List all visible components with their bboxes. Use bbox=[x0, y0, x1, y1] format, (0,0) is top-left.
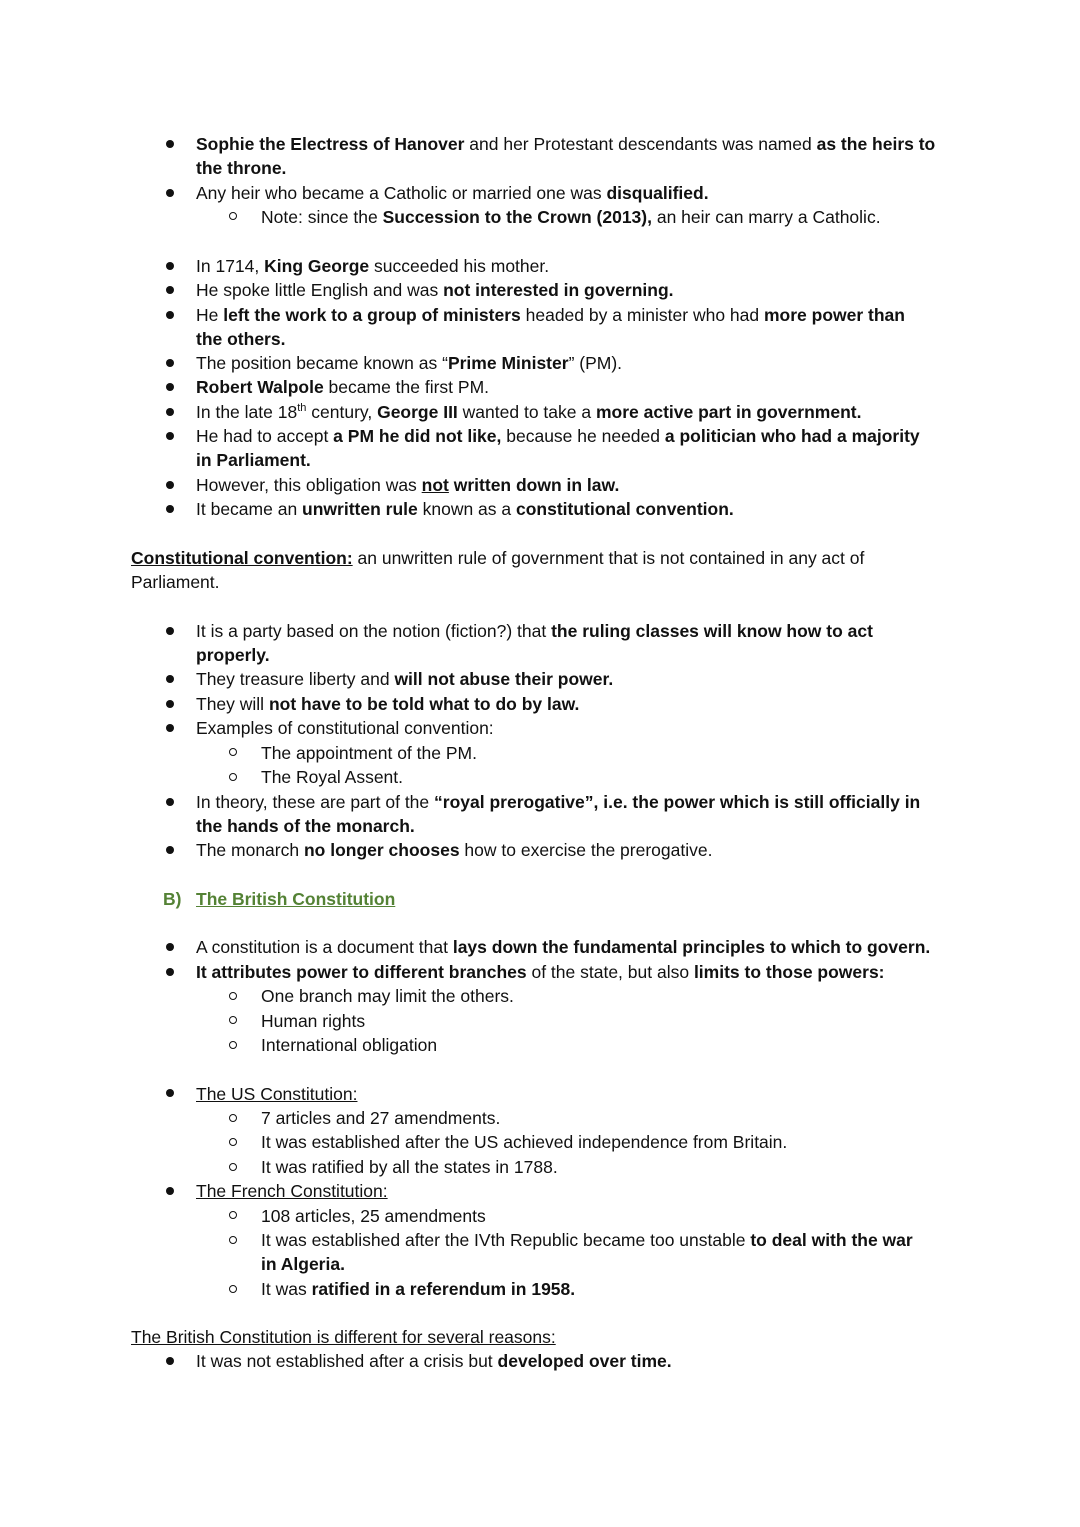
sub-bullet bbox=[229, 992, 237, 1000]
definition: Constitutional convention: an unwritten rule of government that is not contained in any act of bbox=[131, 548, 865, 568]
list-item: In 1714, King George succeeded his mother. bbox=[196, 256, 550, 276]
sub-list-item: Note: since the Succession to the Crown (2013), an heir can marry a Catholic. bbox=[261, 207, 881, 227]
section-letter: B) bbox=[163, 889, 182, 909]
list-item-cont: in Parliament. bbox=[196, 450, 311, 470]
bullet bbox=[166, 262, 174, 270]
bullet bbox=[166, 627, 174, 635]
bullet bbox=[166, 359, 174, 367]
sub-list-item-cont: in Algeria. bbox=[261, 1254, 345, 1274]
list-item: It became an unwritten rule known as a constitutional convention. bbox=[196, 499, 734, 519]
sub-list-item: It was established after the US achieved independence from Britain. bbox=[261, 1132, 788, 1152]
bullet bbox=[166, 408, 174, 416]
list-item: They will not have to be told what to do by law. bbox=[196, 694, 580, 714]
list-item: It is a party based on the notion (fiction?) that the ruling classes will know how to act bbox=[196, 621, 873, 641]
list-item-cont: the others. bbox=[196, 329, 286, 349]
list-item: Sophie the Electress of Hanover and her Protestant descendants was named as the heirs to bbox=[196, 134, 936, 154]
sub-bullet bbox=[229, 1163, 237, 1171]
bullet bbox=[166, 481, 174, 489]
sub-list-item: One branch may limit the others. bbox=[261, 986, 514, 1006]
bullet bbox=[166, 505, 174, 513]
sub-list-item: Human rights bbox=[261, 1011, 366, 1031]
list-item: However, this obligation was not written down in law. bbox=[196, 475, 620, 495]
list-item-heading: The US Constitution: bbox=[196, 1084, 358, 1104]
bullet bbox=[166, 798, 174, 806]
sub-list-item: The appointment of the PM. bbox=[261, 743, 477, 763]
list-item: A constitution is a document that lays down the fundamental principles to which to govern. bbox=[196, 937, 931, 957]
bullet bbox=[166, 968, 174, 976]
sub-bullet bbox=[229, 748, 237, 756]
bullet bbox=[166, 846, 174, 854]
sub-list-item: 7 articles and 27 amendments. bbox=[261, 1108, 501, 1128]
sub-list-item: The Royal Assent. bbox=[261, 767, 404, 787]
bullet bbox=[166, 943, 174, 951]
list-item: He had to accept a PM he did not like, because he needed a politician who had a majority bbox=[196, 426, 920, 446]
sub-list-item: It was ratified in a referendum in 1958. bbox=[261, 1279, 576, 1299]
bullet bbox=[166, 724, 174, 732]
sub-bullet bbox=[229, 1236, 237, 1244]
list-item: They treasure liberty and will not abuse their power. bbox=[196, 669, 614, 689]
sub-bullet bbox=[229, 1138, 237, 1146]
sub-bullet bbox=[229, 1016, 237, 1024]
definition-cont: Parliament. bbox=[131, 572, 220, 592]
list-item: He left the work to a group of ministers headed by a minister who had more power than bbox=[196, 305, 905, 325]
bullet bbox=[166, 1187, 174, 1195]
list-item-cont: the hands of the monarch. bbox=[196, 816, 415, 836]
sub-bullet bbox=[229, 1114, 237, 1122]
sub-list-item: 108 articles, 25 amendments bbox=[261, 1206, 486, 1226]
list-item: Robert Walpole became the first PM. bbox=[196, 377, 490, 397]
sub-bullet bbox=[229, 212, 237, 220]
sub-list-item: It was ratified by all the states in 1788. bbox=[261, 1157, 558, 1177]
closing-heading: The British Constitution is different for several reasons: bbox=[131, 1327, 556, 1347]
bullet bbox=[166, 286, 174, 294]
section-title: The British Constitution bbox=[196, 889, 396, 909]
list-item: He spoke little English and was not interested in governing. bbox=[196, 280, 674, 300]
bullet bbox=[166, 675, 174, 683]
sub-list-item: It was established after the IVth Republic became too unstable to deal with the war bbox=[261, 1230, 913, 1250]
bullet bbox=[166, 1089, 174, 1097]
list-item-cont: properly. bbox=[196, 645, 270, 665]
bullet bbox=[166, 1357, 174, 1365]
sub-bullet bbox=[229, 1285, 237, 1293]
sub-bullet bbox=[229, 773, 237, 781]
definition-term: Constitutional convention: bbox=[131, 548, 353, 568]
list-item: It was not established after a crisis but developed over time. bbox=[196, 1351, 672, 1371]
sub-bullet bbox=[229, 1211, 237, 1219]
list-item: In the late 18th century, George III wanted to take a more active part in government. bbox=[196, 402, 862, 422]
bullet bbox=[166, 383, 174, 391]
sub-list-item: International obligation bbox=[261, 1035, 438, 1055]
bullet bbox=[166, 311, 174, 319]
bullet bbox=[166, 700, 174, 708]
list-item-cont: the throne. bbox=[196, 158, 287, 178]
list-item: The position became known as “Prime Minister” (PM). bbox=[196, 353, 623, 373]
list-item: The monarch no longer chooses how to exercise the prerogative. bbox=[196, 840, 713, 860]
bullet bbox=[166, 140, 174, 148]
sub-bullet bbox=[229, 1041, 237, 1049]
list-item: Any heir who became a Catholic or married one was disqualified. bbox=[196, 183, 709, 203]
list-item: In theory, these are part of the “royal prerogative”, i.e. the power which is still officially in bbox=[196, 792, 921, 812]
list-item: Examples of constitutional convention: bbox=[196, 718, 494, 738]
bullet bbox=[166, 432, 174, 440]
list-item-heading: The French Constitution: bbox=[196, 1181, 388, 1201]
bullet bbox=[166, 189, 174, 197]
list-item: It attributes power to different branches of the state, but also limits to those powers: bbox=[196, 962, 885, 982]
